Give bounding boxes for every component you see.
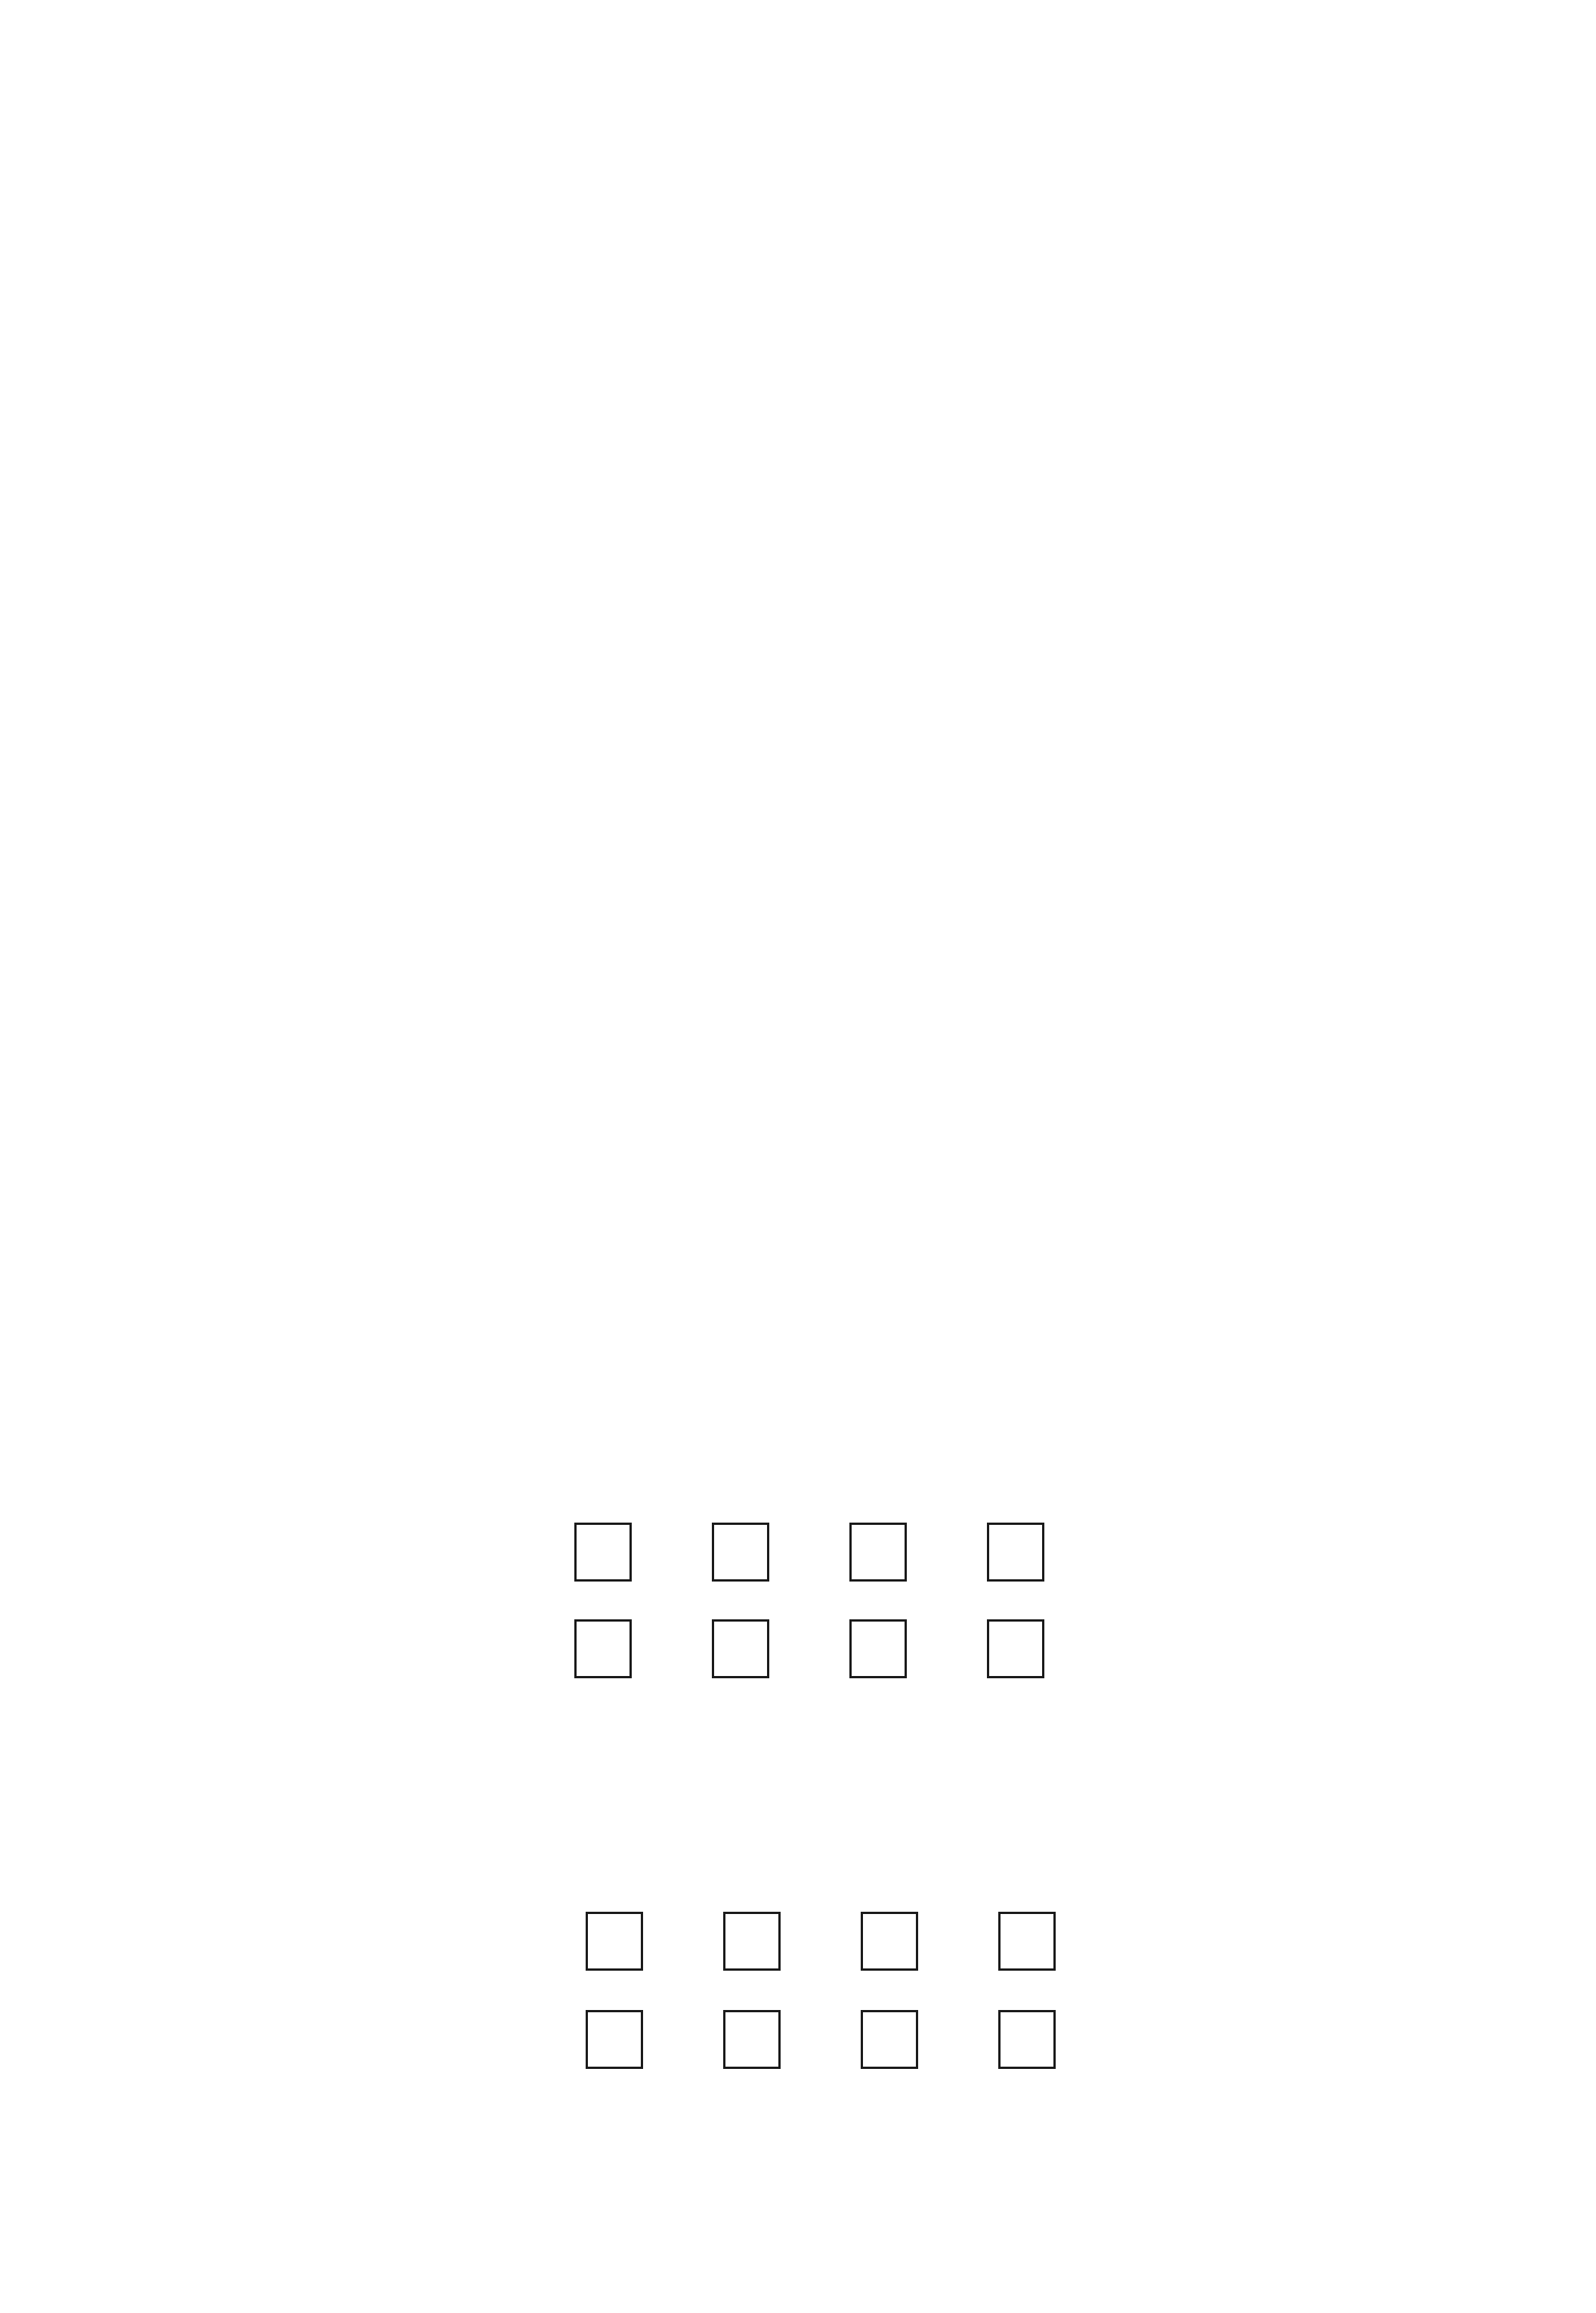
q3-eq2-box-b[interactable] <box>723 2010 781 2069</box>
q2-eq2-box-a[interactable] <box>574 1619 632 1678</box>
q3-eq1-box-c[interactable] <box>861 1912 918 1971</box>
q2-equation-1 <box>574 1523 1044 1582</box>
q3-eq2-box-c[interactable] <box>861 2010 918 2069</box>
green-circle-group <box>525 1007 983 1479</box>
q3-eq2-box-a[interactable] <box>586 2010 643 2069</box>
q2-eq2-box-result[interactable] <box>987 1619 1044 1678</box>
q3-eq1-box-a[interactable] <box>586 1912 643 1971</box>
q2-eq1-box-result[interactable] <box>987 1523 1044 1582</box>
q3-eq2-box-result[interactable] <box>998 2010 1056 2069</box>
q3-equation-1 <box>586 1912 1056 1971</box>
q2-eq1-box-c[interactable] <box>849 1523 907 1582</box>
q2-eq2-box-c[interactable] <box>849 1619 907 1678</box>
q3-eq1-box-b[interactable] <box>723 1912 781 1971</box>
q2-equation-2 <box>574 1619 1044 1678</box>
q3-equation-2 <box>586 2010 1056 2069</box>
yellow-circle-group <box>1019 988 1431 1480</box>
q3-eq1-box-result[interactable] <box>998 1912 1056 1971</box>
q2-eq2-box-b[interactable] <box>712 1619 769 1678</box>
red-circle-group <box>253 1023 503 1504</box>
q2-eq1-box-a[interactable] <box>574 1523 632 1582</box>
q2-eq1-box-b[interactable] <box>712 1523 769 1582</box>
